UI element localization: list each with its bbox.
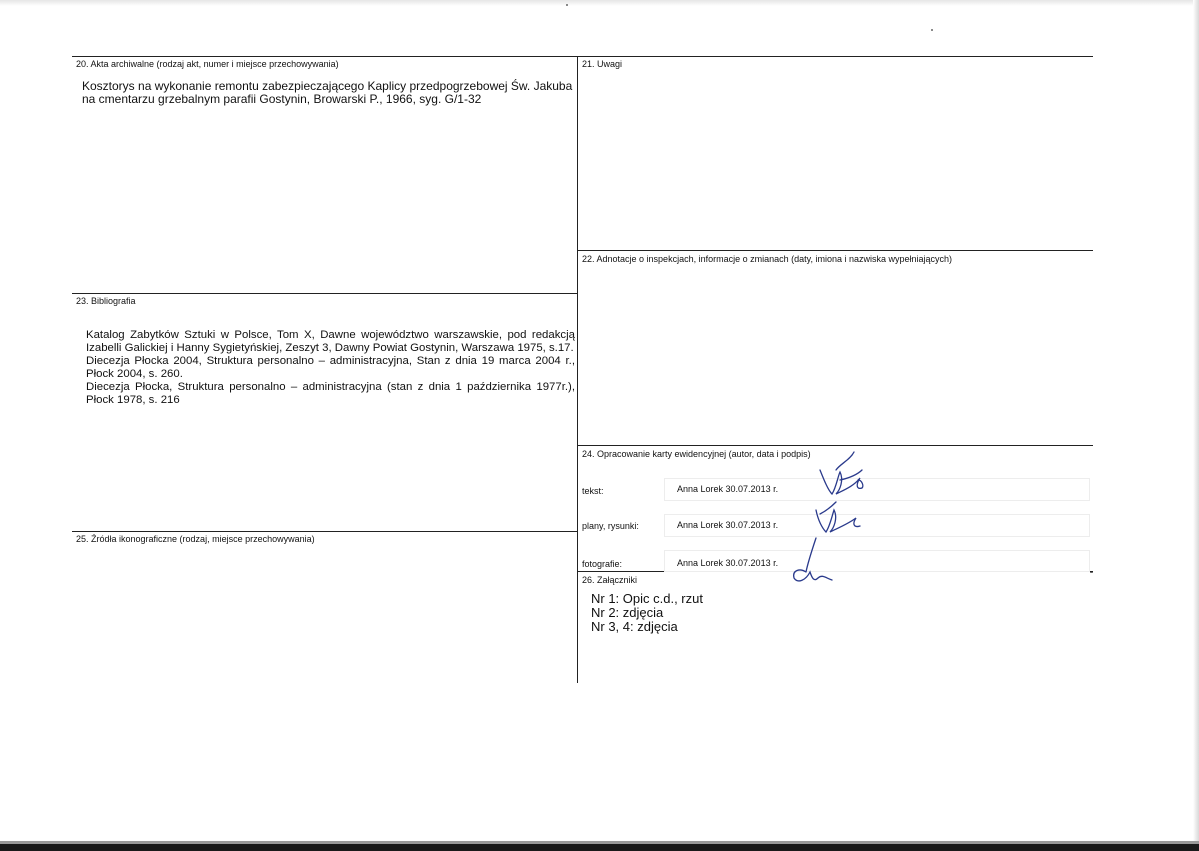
card-row-label-text: tekst: — [582, 486, 604, 496]
bibliography-entry: Katalog Zabytków Sztuki w Polsce, Tom X, Dawne województwo warszawskie, pod redakcją Izabelli Galickiej i Hanny Sygietyńskiej, Zeszyt 3, Dawny Powiat Gostynin, Warszawa 1975, s.17. — [86, 329, 575, 354]
archival-line-2: na cmentarzu grzebalnym parafii Gostynin, Browarski P., 1966, syg. G/1-32 — [82, 92, 482, 106]
card-row-value-plans: Anna Lorek 30.07.2013 r. — [677, 520, 779, 530]
handwritten-signature — [810, 498, 870, 538]
rule-section-22 — [577, 250, 1093, 251]
rule-center-vertical — [577, 56, 578, 683]
scan-speck — [566, 4, 568, 6]
scan-shadow-right — [1193, 0, 1199, 851]
attachment-item: Nr 2: zdjęcia — [591, 605, 664, 620]
section-24-header: 24. Opracowanie karty ewidencyjnej (autor, data i podpis) — [582, 449, 811, 459]
handwritten-signature — [810, 450, 870, 502]
card-row-value-text: Anna Lorek 30.07.2013 r. — [677, 484, 779, 494]
card-row-label-photos: fotografie: — [582, 559, 623, 569]
attachment-item: Nr 3, 4: zdjęcia — [591, 619, 678, 634]
handwritten-signature — [788, 536, 838, 586]
scan-shadow-top — [0, 0, 1199, 6]
rule-section-23 — [72, 293, 577, 294]
scan-speck — [1090, 572, 1093, 573]
bibliography-entry: Diecezja Płocka, Struktura personalno – administracyjna (stan z dnia 1 października 1977r.), Płock 1978, s. 216 — [86, 381, 575, 406]
bibliography-entry: Diecezja Płocka 2004, Struktura personalno – administracyjna, Stan z dnia 19 marca 2004 r., Płock 2004, s. 260. — [86, 355, 575, 380]
section-21-header: 21. Uwagi — [582, 59, 623, 69]
section-22-header: 22. Adnotacje o inspekcjach, informacje o zmianach (daty, imiona i nazwiska wypełniających) — [582, 254, 953, 264]
archival-line-1: Kosztorys na wykonanie remontu zabezpieczającego Kaplicy przedpogrzebowej Św. Jakuba — [82, 79, 573, 93]
rule-section-24 — [577, 445, 1093, 446]
rule-top — [72, 56, 1093, 57]
section-25-header: 25. Źródła ikonograficzne (rodzaj, miejsce przechowywania) — [76, 534, 315, 544]
rule-section-25 — [72, 531, 577, 532]
attachment-item: Nr 1: Opic c.d., rzut — [591, 591, 703, 606]
bibliography-list — [86, 329, 575, 407]
card-row-label-plans: plany, rysunki: — [582, 521, 639, 531]
card-row-value-photos: Anna Lorek 30.07.2013 r. — [677, 558, 779, 568]
attachments-list — [591, 592, 703, 634]
section-20-header: 20. Akta archiwalne (rodzaj akt, numer i miejsce przechowywania) — [76, 59, 339, 69]
scan-speck — [931, 29, 933, 31]
section-26-header: 26. Załączniki — [582, 575, 638, 585]
section-23-header: 23. Bibliografia — [76, 296, 136, 306]
scan-edge-bottom — [0, 844, 1199, 851]
